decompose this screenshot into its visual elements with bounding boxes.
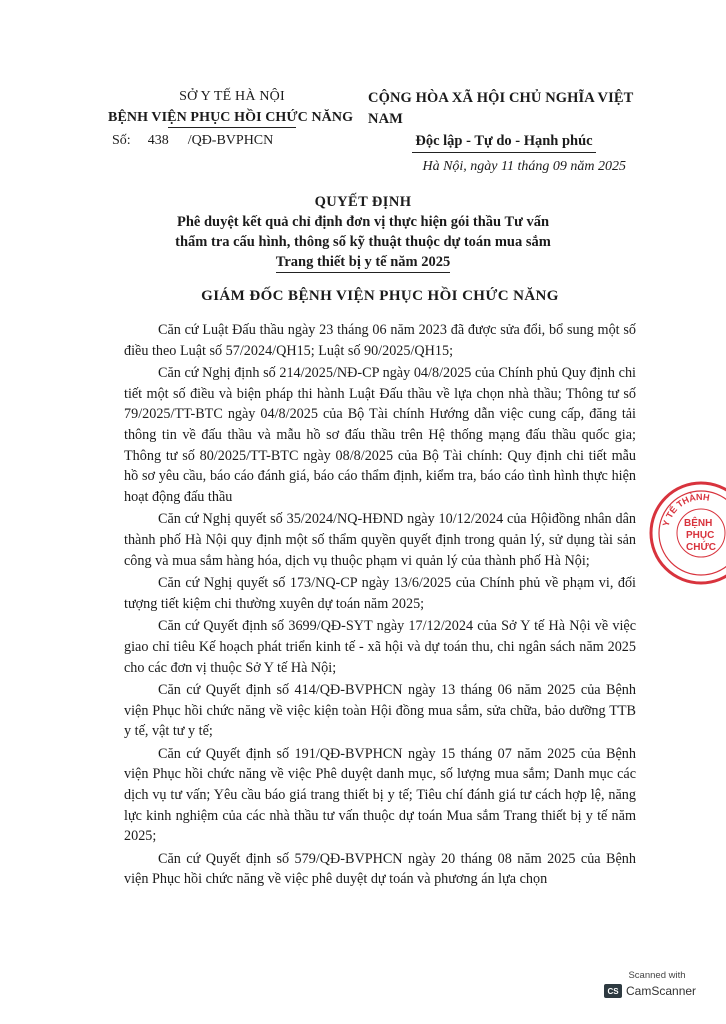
paragraph: Căn cứ Nghị định số 214/2025/NĐ-CP ngày 04/8/2025 của Chính phủ Quy định chi tiết một số điều và biện pháp thi hành Luật Đấu thầu về lựa chọn nhà thầu; Thông tư số 79/2025/TT-BTC ngày 04/8/2025 của Bộ Tài chính Hướng dẫn việc cung cấp, đăng tải thông tin về đấu thầu và mẫu hồ sơ đấu thầu trên Hệ thống mạng đấu thầu quốc gia; Thông tư số 80/2025/TT-BTC ngày 08/8/2025 của Bộ Tài chính: Quy định chi tiết mẫu hồ sơ yêu cầu, báo cáo đánh giá, báo cáo thẩm định, kiểm tra, báo cáo tình hình thực hiện hoạt động đấu thầu <box>124 365 636 505</box>
red-seal-stamp <box>646 478 726 588</box>
director-heading: GIÁM ĐỐC BỆNH VIỆN PHỤC HỒI CHỨC NĂNG <box>201 288 559 304</box>
paragraph: Căn cứ Nghị quyết số 35/2024/NQ-HĐND ngày 10/12/2024 của Hộiđồng nhân dân thành phố Hà Nội quy định một số thẩm quyền quyết định trong quản lý, sử dụng tài sản công và mua sắm hàng hóa, dịch vụ thuộc phạm vi quản lý của thành phố Hà Nội; <box>124 511 636 569</box>
paragraph: Căn cứ Quyết định số 191/QĐ-BVPHCN ngày 15 tháng 07 năm 2025 của Bệnh viện Phục hồi chức năng về việc Phê duyệt danh mục, số lượng mua sắm; Danh mục các dịch vụ tư vấn; Yêu cầu báo giá trang thiết bị y tế; Tiêu chí đánh giá tư cách hợp lệ, năng lực kinh nghiệm của các nhà thầu tư vấn thuộc dự toán Mua sắm Trang thiết bị y tế năm 2025; <box>124 745 636 845</box>
camscanner-badge <box>604 970 710 1014</box>
motto-underline <box>412 152 596 153</box>
date-prefix: Hà Nội, ngày <box>422 159 498 174</box>
country-name: CỘNG HÒA XÃ HỘI CHỦ NGHĨA VIỆT NAM <box>368 90 634 127</box>
decision-subject-line-3: Trang thiết bị y tế năm 2025 <box>276 252 451 273</box>
issuer-block <box>108 86 362 151</box>
stamp-line-1: BỆNH <box>684 518 713 529</box>
paragraph: Căn cứ Quyết định số 414/QĐ-BVPHCN ngày 13 tháng 06 năm 2025 của Bệnh viện Phục hồi chức năng về việc kiện toàn Hội đồng mua sắm, sửa chữa, bảo dưỡng TTB y tế, vật tư y tế; <box>124 682 636 740</box>
national-header <box>368 88 658 177</box>
camscanner-icon: CS <box>604 984 622 998</box>
hospital-name: BỆNH VIỆN PHỤC HỒI CHỨC NĂNG <box>108 110 354 125</box>
date-month-year: tháng 09 năm 2025 <box>517 159 626 174</box>
date-day: 11 <box>501 159 514 174</box>
paragraph: Căn cứ Luật Đấu thầu ngày 23 tháng 06 năm 2023 đã được sửa đổi, bổ sung một số điều theo Luật số 57/2024/QH15; Luật số 90/2025/QH15; <box>124 322 636 359</box>
decision-heading: QUYẾT ĐỊNH <box>314 194 412 210</box>
stamp-line-3: CHỨC <box>686 542 716 553</box>
decision-title <box>110 192 616 273</box>
paragraph: Căn cứ Nghị quyết số 173/NQ-CP ngày 13/6/2025 của Chính phủ về phạm vi, đối tượng tiết kiệm chi thường xuyên dự toán năm 2025; <box>124 575 636 612</box>
stamp-line-2: PHỤC <box>686 530 715 541</box>
scanned-with-caption: Scanned with <box>628 970 686 981</box>
camscanner-brand: CamScanner <box>626 984 697 998</box>
document-number <box>112 130 362 151</box>
paragraph: Căn cứ Quyết định số 579/QĐ-BVPHCN ngày 20 tháng 08 năm 2025 của Bệnh viện Phục hồi chức năng về việc phê duyệt dự toán và phương án lựa chọn <box>124 850 636 888</box>
number-suffix: /QĐ-BVPHCN <box>187 133 274 148</box>
department-name: SỞ Y TẾ HÀ NỘI <box>179 89 285 104</box>
motto: Độc lập - Tự do - Hạnh phúc <box>415 133 593 149</box>
issue-date <box>368 156 626 177</box>
paragraph: Căn cứ Quyết định số 3699/QĐ-SYT ngày 17/12/2024 của Sở Y tế Hà Nội về việc giao chỉ tiêu Kế hoạch phát triển kinh tế - xã hội và dự toán thu, chi ngân sách năm 2025 cho các đơn vị thuộc Sở Y tế Hà Nội; <box>124 618 636 676</box>
number-value: 438 <box>147 133 169 148</box>
preamble-body <box>124 320 636 892</box>
stamp-arc-text: Y TẾ THÀNH <box>660 491 711 528</box>
number-label: Số: <box>112 133 131 148</box>
decision-subject-line-1: Phê duyệt kết quả chỉ định đơn vị thực hiện gói thầu Tư vấn <box>176 214 550 230</box>
decision-subject-line-2: thẩm tra cấu hình, thông số kỹ thuật thuộc dự toán mua sắm <box>175 234 551 250</box>
camscanner-logo <box>604 984 710 998</box>
